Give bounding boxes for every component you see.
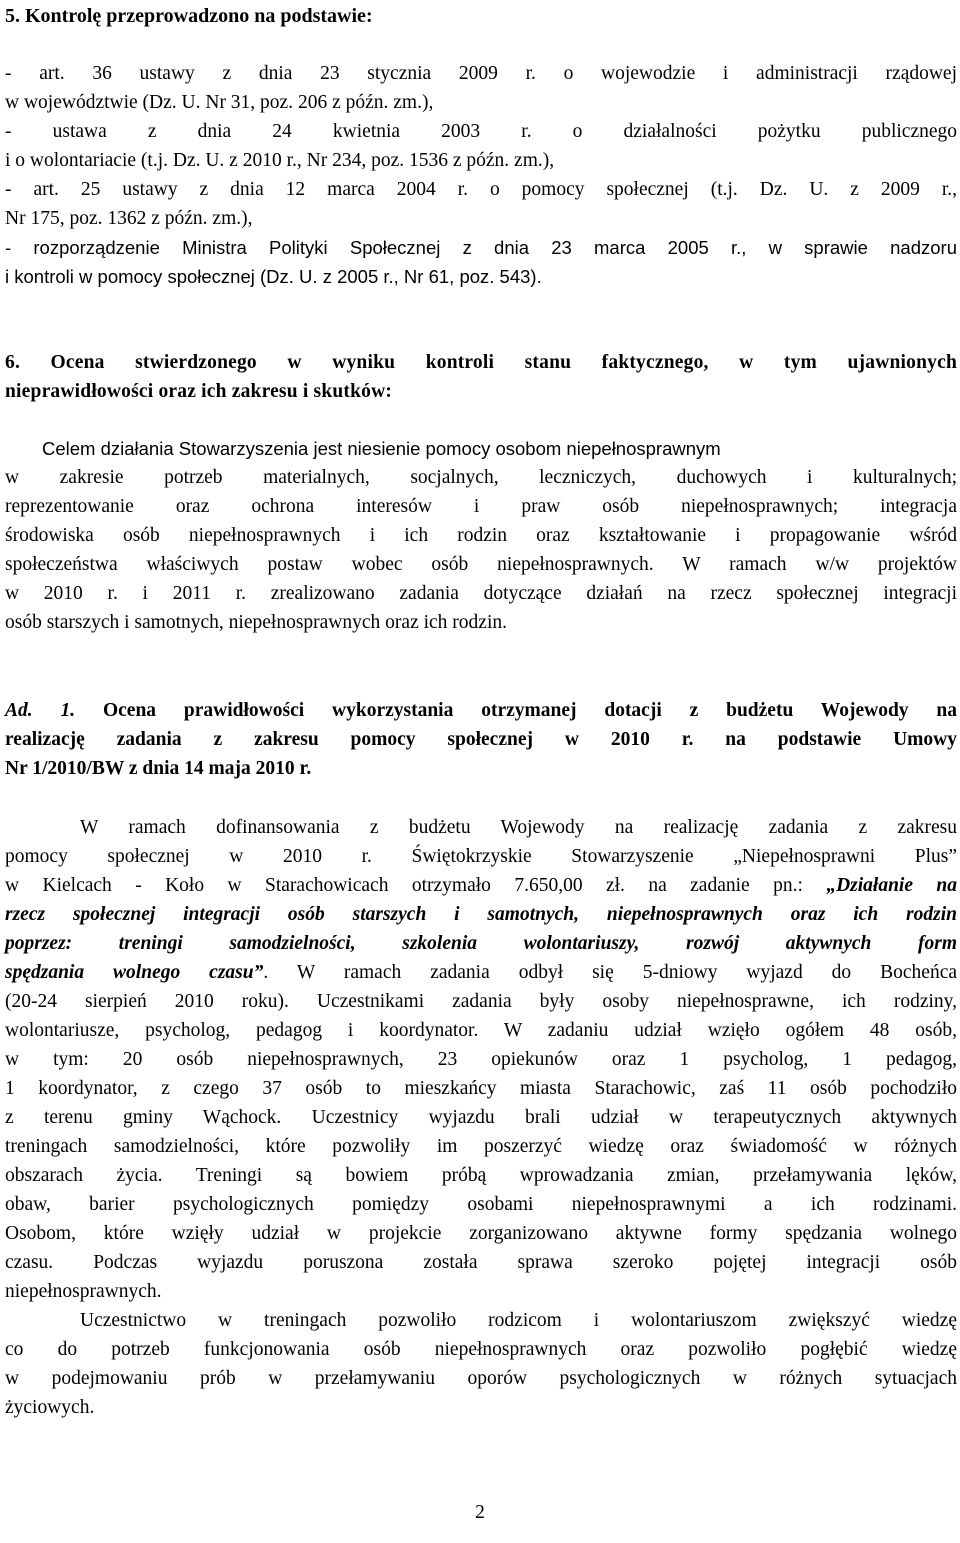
section-5-line: i kontroli w pomocy społecznej (Dz. U. z 2005 r., Nr 61, poz. 543). — [5, 266, 542, 287]
section-5-line: - rozporządzenie Ministra Polityki Społecznej z dnia 23 marca 2005 r., w sprawie nadzoru — [5, 237, 957, 258]
ad1-paragraph-line — [5, 871, 957, 900]
ad1-paragraph2-line: Uczestnictwo w treningach pozwoliło rodzicom i wolontariuszom zwiększyć wiedzę — [80, 1310, 957, 1331]
section-6-paragraph-line: w 2010 r. i 2011 r. zrealizowano zadania dotyczące działań na rzecz społecznej integracji — [5, 583, 957, 604]
ad1-heading: Nr 1/2010/BW z dnia 14 maja 2010 r. — [5, 758, 312, 779]
section-6-heading: 6. Ocena stwierdzonego w wyniku kontroli stanu faktycznego, w tym ujawnionych — [5, 352, 957, 373]
ad1-paragraph-line — [5, 958, 957, 987]
ad1-paragraph-line: Osobom, które wzięły udział w projekcie zorganizowano aktywne formy spędzania wolnego — [5, 1223, 957, 1244]
ad1-paragraph-line: wolontariusze, psycholog, pedagog i koordynator. W zadaniu udział wzięło ogółem 48 osób, — [5, 1020, 957, 1041]
section-6-paragraph-line: osób starszych i samotnych, niepełnosprawnych oraz ich rodzin. — [5, 612, 507, 633]
section-6-paragraph-line: Celem działania Stowarzyszenia jest niesienie pomocy osobom niepełnosprawnym — [42, 438, 721, 459]
ad1-text: . W ramach zadania odbył się 5-dniowy wyjazd do Bocheńca — [263, 962, 958, 983]
ad1-heading — [5, 696, 957, 725]
ad1-text: w Kielcach - Koło w Starachowicach otrzymało 7.650,00 zł. na zadanie pn.: — [5, 875, 827, 896]
task-name: „Działanie na — [826, 875, 957, 896]
section-5-line: w województwie (Dz. U. Nr 31, poz. 206 z późn. zm.), — [5, 92, 434, 113]
section-5-line: i o wolontariacie (t.j. Dz. U. z 2010 r., Nr 234, poz. 1536 z późn. zm.), — [5, 150, 555, 171]
ad1-paragraph-line: czasu. Podczas wyjazdu poruszona została sprawa szeroko pojętej integracji osób — [5, 1252, 957, 1273]
ad1-label: Ad. 1. — [5, 700, 76, 721]
ad1-paragraph2-line: co do potrzeb funkcjonowania osób niepełnosprawnych oraz pozwoliło pogłębić wiedzę — [5, 1339, 957, 1360]
ad1-heading: realizację zadania z zakresu pomocy społecznej w 2010 r. na podstawie Umowy — [5, 729, 957, 750]
section-6-paragraph-line: środowiska osób niepełnosprawnych i ich rodzin oraz kształtowanie i propagowanie wśród — [5, 525, 957, 546]
ad1-paragraph-line: obaw, barier psychologicznych pomiędzy osobami niepełnosprawnymi a ich rodzinami. — [5, 1194, 957, 1215]
ad1-paragraph2-line: życiowych. — [5, 1397, 95, 1418]
task-name: rzecz społecznej integracji osób starszych i samotnych, niepełnosprawnych oraz ich rodzin — [5, 904, 957, 925]
ad1-paragraph-line: niepełnosprawnych. — [5, 1281, 162, 1302]
ad1-paragraph2-line: w podejmowaniu prób w przełamywaniu oporów psychologicznych w różnych sytuacjach — [5, 1368, 957, 1389]
section-6-paragraph-line: społeczeństwa właściwych postaw wobec osób niepełnosprawnych. W ramach w/w projektów — [5, 554, 957, 575]
section-5-line: - ustawa z dnia 24 kwietnia 2003 r. o działalności pożytku publicznego — [5, 121, 957, 142]
section-5-line: - art. 25 ustawy z dnia 12 marca 2004 r. o pomocy społecznej (t.j. Dz. U. z 2009 r., — [5, 179, 957, 200]
ad1-paragraph-line: obszarach życia. Treningi są bowiem próbą wprowadzania zmian, przełamywania lęków, — [5, 1165, 957, 1186]
ad1-paragraph-line: W ramach dofinansowania z budżetu Wojewody na realizację zadania z zakresu — [80, 817, 957, 838]
task-name: spędzania wolnego czasu” — [5, 962, 264, 983]
section-6-paragraph-line: w zakresie potrzeb materialnych, socjalnych, leczniczych, duchowych i kulturalnych; — [5, 467, 957, 488]
section-5-line: Nr 175, poz. 1362 z późn. zm.), — [5, 208, 253, 229]
ad1-paragraph-line: treningach samodzielności, które pozwoliły im poszerzyć wiedzę oraz świadomość w różnych — [5, 1136, 957, 1157]
ad1-paragraph-line: 1 koordynator, z czego 37 osób to mieszkańcy miasta Starachowic, zaś 11 osób pochodziło — [5, 1078, 957, 1099]
ad1-paragraph-line: z terenu gminy Wąchock. Uczestnicy wyjazdu brali udział w terapeutycznych aktywnych — [5, 1107, 957, 1128]
section-5-heading: 5. Kontrolę przeprowadzono na podstawie: — [5, 5, 373, 27]
ad1-paragraph-line: (20-24 sierpień 2010 roku). Uczestnikami zadania były osoby niepełnosprawne, ich rodziny, — [5, 991, 957, 1012]
section-5-line: - art. 36 ustawy z dnia 23 stycznia 2009 r. o wojewodzie i administracji rządowej — [5, 63, 957, 84]
ad1-paragraph-line: pomocy społecznej w 2010 r. Świętokrzyskie Stowarzyszenie „Niepełnosprawni Plus” — [5, 846, 957, 867]
page-number: 2 — [475, 1502, 485, 1523]
section-6-heading: nieprawidłowości oraz ich zakresu i skutków: — [5, 381, 393, 402]
section-6-paragraph-line: reprezentowanie oraz ochrona interesów i praw osób niepełnosprawnych; integracja — [5, 496, 957, 517]
ad1-heading-text: Ocena prawidłowości wykorzystania otrzymanej dotacji z budżetu Wojewody na — [75, 700, 957, 721]
ad1-paragraph-line: w tym: 20 osób niepełnosprawnych, 23 opiekunów oraz 1 psycholog, 1 pedagog, — [5, 1049, 957, 1070]
task-name: poprzez: treningi samodzielności, szkolenia wolontariuszy, rozwój aktywnych form — [5, 933, 957, 954]
